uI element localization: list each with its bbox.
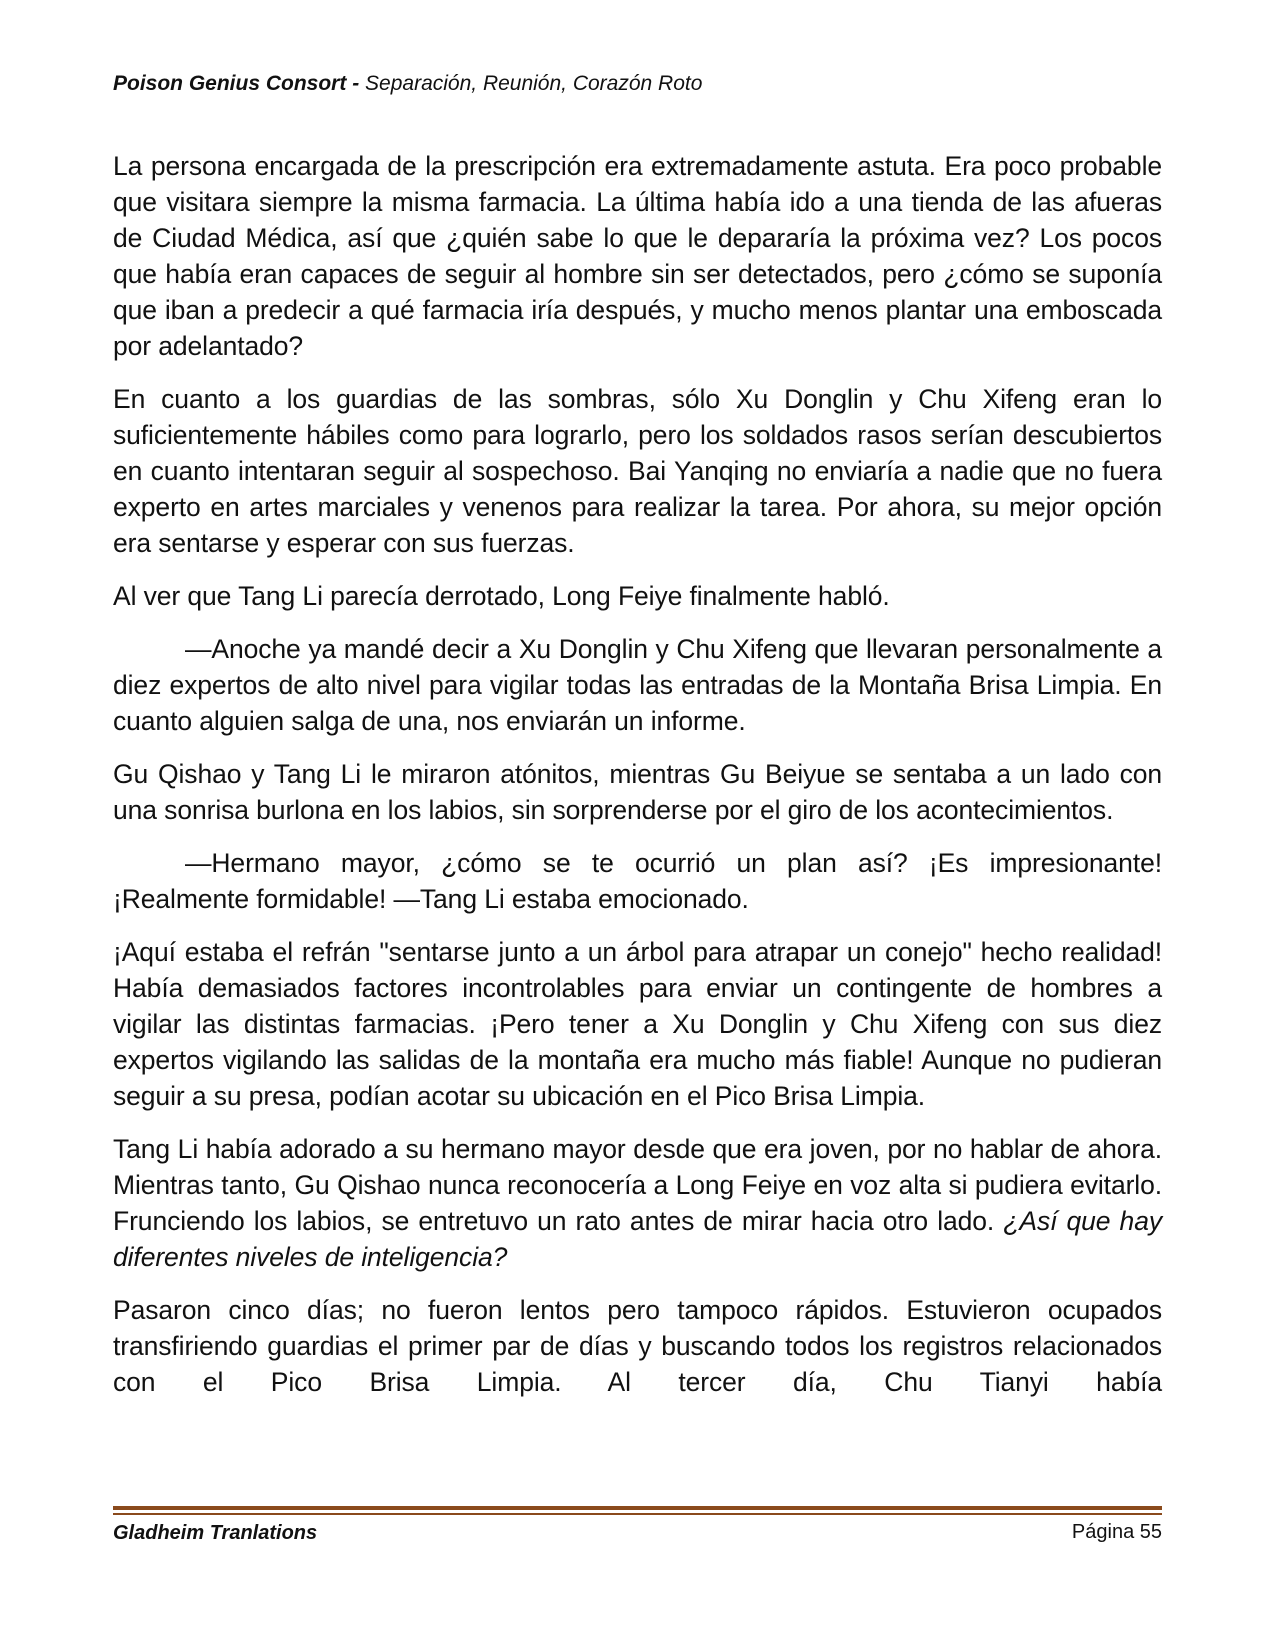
header-separator: - bbox=[346, 72, 366, 95]
chapter-title: Separación, Reunión, Corazón Roto bbox=[365, 72, 703, 95]
footer-divider bbox=[113, 1506, 1162, 1518]
footer-divider-thin bbox=[113, 1513, 1162, 1515]
publisher-name: Gladheim Tranlations bbox=[113, 1522, 318, 1544]
paragraph-text: Tang Li había adorado a su hermano mayor desde que era joven, por no hablar de ahora. Mientras tanto, Gu Qishao nunca reconocería a Long Feiye en voz alta si pudiera evitarlo. Frunciendo los labios, se entretuvo un rato antes de mirar hacia otro lado. bbox=[113, 1134, 1162, 1236]
body-text bbox=[113, 148, 1162, 1417]
paragraph: La persona encargada de la prescripción era extremadamente astuta. Era poco probable que visitara siempre la misma farmacia. La última había ido a una tienda de las afueras de Ciudad Médica, así que ¿quién sabe lo que le depararía la próxima vez? Los pocos que había eran capaces de seguir al hombre sin ser detectados, pero ¿cómo se suponía que iban a predecir a qué farmacia iría después, y mucho menos plantar una emboscada por adelantado? bbox=[113, 151, 1162, 361]
paragraph: ¡Aquí estaba el refrán "sentarse junto a un árbol para atrapar un conejo" hecho realidad! Había demasiados factores incontrolables para enviar un contingente de hombres a vigilar las distintas farmacias. ¡Pero tener a Xu Donglin y Chu Xifeng con sus diez expertos vigilando las salidas de la montaña era mucho más fiable! Aunque no pudieran seguir a su presa, podían acotar su ubicación en el Pico Brisa Limpia. bbox=[113, 937, 1162, 1111]
paragraph bbox=[113, 1131, 1162, 1275]
page-number: Página 55 bbox=[1071, 1521, 1162, 1543]
running-header bbox=[113, 72, 702, 96]
dialogue-paragraph: —Hermano mayor, ¿cómo se te ocurrió un plan así? ¡Es impresionante! ¡Realmente formidable! —Tang Li estaba emocionado. bbox=[113, 848, 1162, 914]
paragraph: Al ver que Tang Li parecía derrotado, Long Feiye finalmente habló. bbox=[113, 581, 890, 611]
book-title: Poison Genius Consort bbox=[113, 72, 347, 95]
dialogue-paragraph: —Anoche ya mandé decir a Xu Donglin y Chu Xifeng que llevaran personalmente a diez expertos de alto nivel para vigilar todas las entradas de la Montaña Brisa Limpia. En cuanto alguien salga de una, nos enviarán un informe. bbox=[113, 634, 1162, 736]
paragraph: Pasaron cinco días; no fueron lentos pero tampoco rápidos. Estuvieron ocupados transfiriendo guardias el primer par de días y buscando todos los registros relacionados con el Pico Brisa Limpia. Al tercer día, Chu Tianyi había bbox=[113, 1295, 1162, 1397]
footer-divider-thick bbox=[113, 1506, 1162, 1510]
italic-thought: ¿Así que hay diferentes niveles de inteligencia? bbox=[113, 1206, 1162, 1272]
paragraph: Gu Qishao y Tang Li le miraron atónitos, mientras Gu Beiyue se sentaba a un lado con una sonrisa burlona en los labios, sin sorprenderse por el giro de los acontecimientos. bbox=[113, 759, 1162, 825]
paragraph: En cuanto a los guardias de las sombras, sólo Xu Donglin y Chu Xifeng eran lo suficientemente hábiles como para lograrlo, pero los soldados rasos serían descubiertos en cuanto intentaran seguir al sospechoso. Bai Yanqing no enviaría a nadie que no fuera experto en artes marciales y venenos para realizar la tarea. Por ahora, su mejor opción era sentarse y esperar con sus fuerzas. bbox=[113, 384, 1162, 558]
